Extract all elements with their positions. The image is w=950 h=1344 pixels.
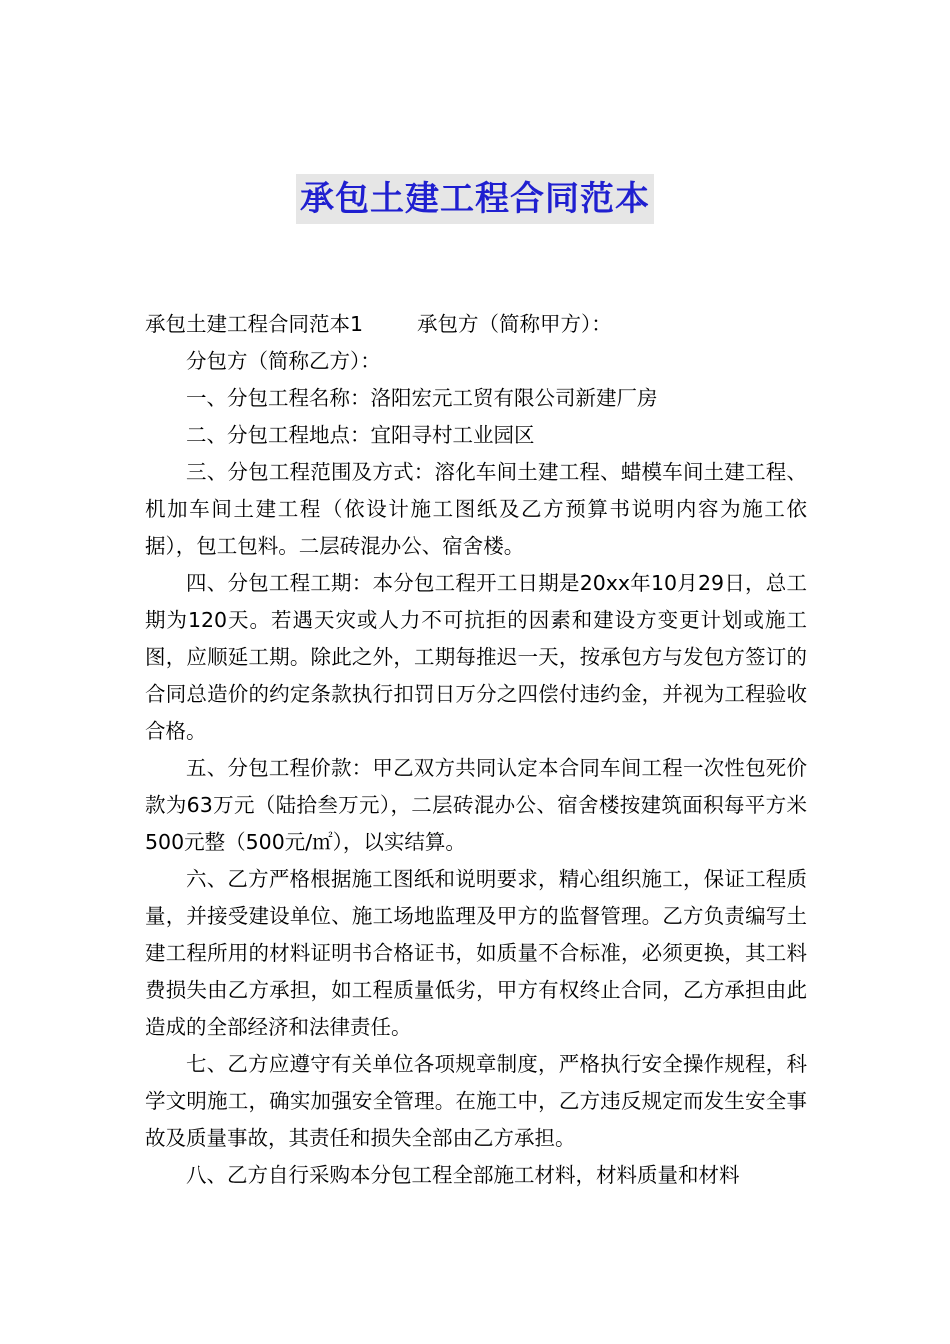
contract-subtitle: 承包土建工程合同范本1 (145, 312, 364, 336)
paragraph-project-scope: 三、分包工程范围及方式：溶化车间土建工程、蜡模车间土建工程、机加车间土建工程（依设计施工图纸及乙方预算书说明内容为施工依据），包工包料。二层砖混办公、宿舍楼。 (145, 460, 807, 558)
title-container (0, 174, 950, 224)
paragraph-project-name: 一、分包工程名称：洛阳宏元工贸有限公司新建厂房 (186, 386, 658, 410)
paragraph-project-price: 五、分包工程价款：甲乙双方共同认定本合同车间工程一次性包死价款为63万元（陆拾叁万元），二层砖混办公、宿舍楼按建筑面积每平方米500元整（500元/㎡），以实结算。 (145, 756, 807, 854)
paragraph-materials: 八、乙方自行采购本分包工程全部施工材料，材料质量和材料 (186, 1163, 740, 1187)
paragraph-safety: 七、乙方应遵守有关单位各项规章制度，严格执行安全操作规程，科学文明施工，确实加强安全管理。在施工中，乙方违反规定而发生安全事故及质量事故，其责任和损失全部由乙方承担。 (145, 1052, 807, 1150)
intro-line (145, 306, 807, 343)
paragraph-project-duration: 四、分包工程工期：本分包工程开工日期是20xx年10月29日，总工期为120天。若遇天灾或人力不可抗拒的因素和建设方变更计划或施工图，应顺延工期。除此之外，工期每推迟一天，按承包方与发包方签订的合同总造价的约定条款执行扣罚日万分之四偿付违约金，并视为工程验收合格。 (145, 571, 807, 743)
party-a-line: 承包方（简称甲方）： (417, 312, 612, 336)
document-body (145, 306, 807, 1194)
paragraph-project-location: 二、分包工程地点：宜阳寻村工业园区 (186, 423, 535, 447)
paragraph-party-b: 分包方（简称乙方）： (186, 349, 381, 373)
document-title: 承包土建工程合同范本 (296, 174, 654, 224)
paragraph-quality: 六、乙方严格根据施工图纸和说明要求，精心组织施工，保证工程质量，并接受建设单位、施工场地监理及甲方的监督管理。乙方负责编写土建工程所用的材料证明书合格证书，如质量不合标准，必须更换，其工料费损失由乙方承担，如工程质量低劣，甲方有权终止合同，乙方承担由此造成的全部经济和法律责任。 (145, 867, 807, 1039)
